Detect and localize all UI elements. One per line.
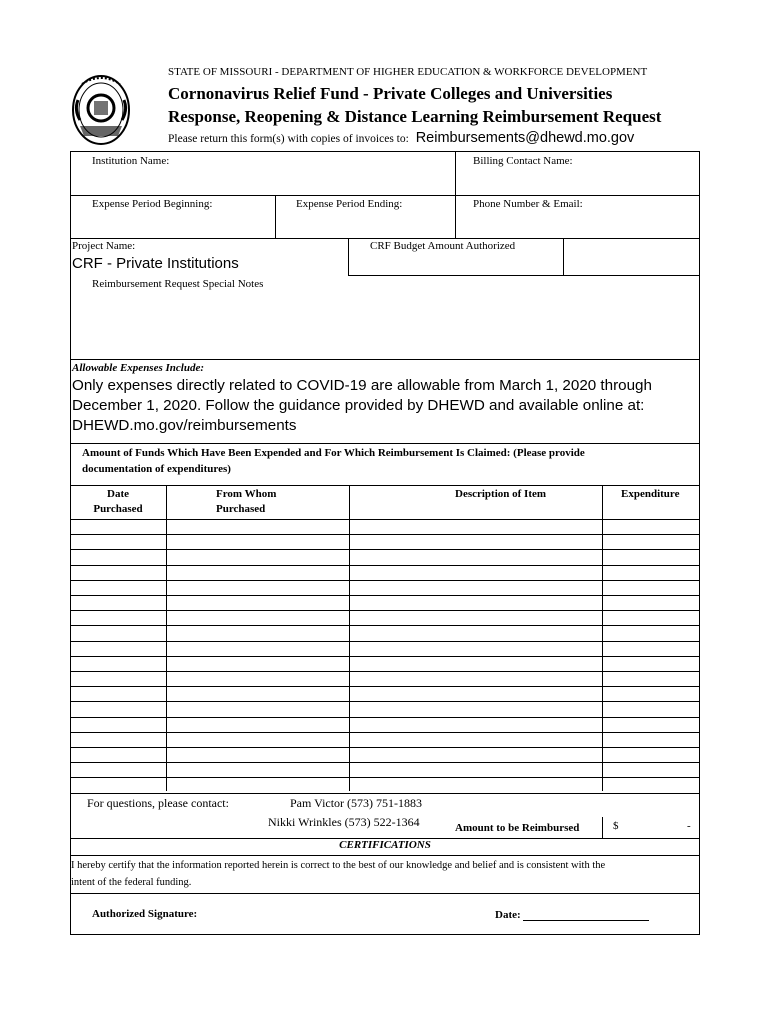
authorized-signature-field[interactable] — [215, 902, 455, 924]
contact-person-1: Pam Victor (573) 751-1883 — [290, 796, 423, 810]
form-title-line1: Cornonavirus Relief Fund - Private Colleges and Universities — [168, 84, 613, 103]
table-row[interactable] — [70, 687, 700, 701]
table-row[interactable] — [70, 626, 700, 640]
form-title-line2: Response, Reopening & Distance Learning Reimbursement Request — [168, 107, 662, 126]
period-begin-field[interactable] — [71, 212, 274, 237]
amount-reimbursed-field[interactable] — [602, 817, 700, 838]
table-row[interactable] — [70, 566, 700, 580]
col-description-header: Description of Item — [455, 488, 547, 500]
col-date-header-1: Date — [107, 488, 129, 500]
certification-text-line1: I hereby certify that the information reported herein is correct to the best of our knowledge and belief and is consistent with the — [71, 860, 606, 871]
date-label — [495, 908, 649, 921]
table-row[interactable] — [70, 672, 700, 686]
contact-label: For questions, please contact: — [87, 796, 229, 810]
col-date-header-2: Purchased — [93, 503, 143, 515]
col-expenditure-header: Expenditure — [621, 488, 680, 500]
phone-email-field[interactable] — [456, 212, 699, 237]
institution-name-field[interactable] — [71, 170, 454, 194]
table-row[interactable] — [70, 718, 700, 732]
allowable-line3: DHEWD.mo.gov/reimbursements — [72, 417, 297, 434]
authorized-signature-label: Authorized Signature: — [92, 908, 198, 920]
certifications-heading: CERTIFICATIONS — [339, 839, 431, 851]
allowable-line1: Only expenses directly related to COVID-19 are allowable from March 1, 2020 through — [72, 377, 652, 394]
table-row[interactable] — [70, 596, 700, 610]
return-email-link[interactable]: Reimbursements@dhewd.mo.gov — [415, 130, 635, 146]
contact-person-2: Nikki Wrinkles (573) 522-1364 — [268, 815, 420, 829]
date-field[interactable] — [523, 908, 649, 921]
special-notes-label: Reimbursement Request Special Notes — [92, 278, 264, 290]
budget-authorized-label: CRF Budget Amount Authorized — [370, 240, 516, 252]
project-name-label: Project Name: — [72, 240, 136, 252]
phone-email-label: Phone Number & Email: — [473, 198, 583, 210]
table-row[interactable] — [70, 642, 700, 656]
funds-statement-line2: documentation of expenditures) — [82, 463, 231, 475]
period-end-field[interactable] — [276, 212, 454, 237]
date-label-text: Date: — [495, 909, 521, 921]
period-begin-label: Expense Period Beginning: — [92, 198, 213, 210]
currency-symbol: $ — [613, 820, 619, 832]
expense-table — [70, 485, 700, 792]
table-row[interactable] — [70, 611, 700, 625]
table-row[interactable] — [70, 748, 700, 762]
table-row[interactable] — [70, 778, 700, 792]
table-row[interactable] — [70, 733, 700, 747]
col-from-header-2: Purchased — [216, 503, 266, 515]
funds-statement-line1: Amount of Funds Which Have Been Expended and For Which Reimbursement Is Claimed: (Please provide — [82, 447, 585, 459]
amount-reimbursed-value: - — [687, 820, 691, 832]
period-end-label: Expense Period Ending: — [296, 198, 403, 210]
project-name-value[interactable]: CRF - Private Institutions — [72, 255, 239, 272]
state-seal-icon — [70, 70, 132, 150]
return-instructions — [168, 130, 634, 146]
billing-contact-label: Billing Contact Name: — [473, 155, 573, 167]
institution-name-label: Institution Name: — [92, 155, 170, 167]
billing-contact-field[interactable] — [456, 170, 699, 194]
return-text: Please return this form(s) with copies of invoices to: — [168, 133, 409, 145]
budget-authorized-field[interactable] — [564, 239, 699, 275]
special-notes-field[interactable] — [71, 294, 699, 358]
allowable-heading: Allowable Expenses Include: — [72, 362, 205, 374]
department-line: STATE OF MISSOURI - DEPARTMENT OF HIGHER EDUCATION & WORKFORCE DEVELOPMENT — [168, 66, 648, 78]
col-from-header-1: From Whom — [216, 488, 277, 500]
table-row[interactable] — [70, 581, 700, 595]
table-row[interactable] — [70, 702, 700, 716]
certification-text-line2: intent of the federal funding. — [71, 877, 192, 888]
table-row[interactable] — [70, 763, 700, 777]
allowable-line2: December 1, 2020. Follow the guidance provided by DHEWD and available online at: — [72, 397, 645, 414]
table-row[interactable] — [70, 520, 700, 534]
amount-reimbursed-label: Amount to be Reimbursed — [455, 822, 580, 834]
table-row[interactable] — [70, 657, 700, 671]
table-row[interactable] — [70, 535, 700, 549]
table-row[interactable] — [70, 550, 700, 564]
